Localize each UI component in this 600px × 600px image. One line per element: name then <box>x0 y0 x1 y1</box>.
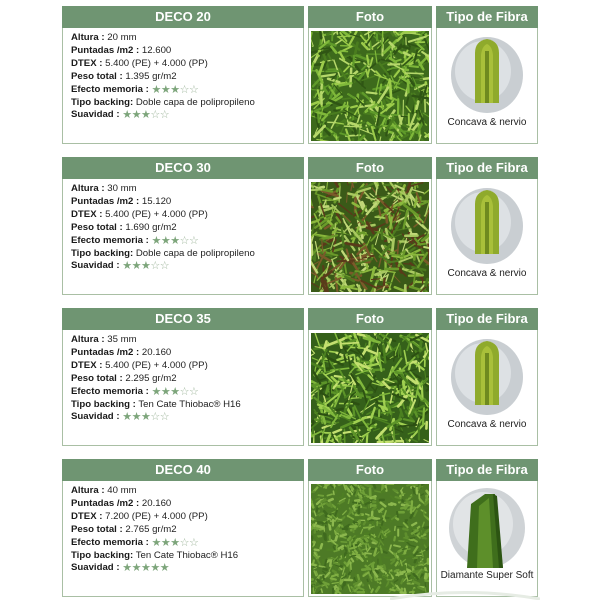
spec-backing: Tipo backing: Doble capa de polipropileno <box>71 247 255 259</box>
spec-panel <box>62 308 304 446</box>
spec-memoria: Efecto memoria : ★★★☆☆ <box>71 234 199 247</box>
photo-panel <box>308 308 432 446</box>
memoria-rating <box>152 235 199 248</box>
grass-texture <box>311 182 429 292</box>
spec-memoria: Efecto memoria : ★★★☆☆ <box>71 83 199 96</box>
memoria-rating <box>152 84 199 97</box>
spec-panel <box>62 6 304 144</box>
star-empty-icon: ☆ <box>189 83 199 96</box>
suavidad-rating <box>122 109 169 122</box>
spec-backing: Tipo backing : Ten Cate Thiobac® H16 <box>71 398 241 410</box>
star-empty-icon: ☆ <box>150 109 160 122</box>
spec-panel <box>62 157 304 295</box>
spec-peso: Peso total : 2.295 gr/m2 <box>71 372 177 384</box>
star-filled-icon: ★ <box>159 562 170 575</box>
fiber-concave-icon <box>437 331 537 419</box>
memoria-rating <box>152 386 199 399</box>
fiber-header: Tipo de Fibra <box>436 6 538 28</box>
star-filled-icon: ★ <box>160 83 171 96</box>
watermark-swoosh-icon <box>390 590 540 600</box>
fiber-panel <box>436 6 538 144</box>
star-empty-icon: ☆ <box>150 260 160 273</box>
spec-peso: Peso total : 1.690 gr/m2 <box>71 221 177 233</box>
spec-dtex: DTEX : 5.400 (PE) + 4.000 (PP) <box>71 57 208 69</box>
star-filled-icon: ★ <box>150 562 160 575</box>
fiber-concave-icon <box>437 180 537 268</box>
star-filled-icon: ★ <box>170 385 180 398</box>
star-empty-icon: ☆ <box>189 234 199 247</box>
star-filled-icon: ★ <box>160 385 171 398</box>
star-filled-icon: ★ <box>131 562 141 575</box>
spec-panel <box>62 459 304 597</box>
spec-altura: Altura : 30 mm <box>71 183 137 194</box>
spec-altura: Altura : 35 mm <box>71 334 137 345</box>
spec-puntadas: Puntadas /m2 : 15.120 <box>71 195 172 207</box>
spec-dtex: DTEX : 7.200 (PE) + 4.000 (PP) <box>71 510 208 522</box>
star-filled-icon: ★ <box>170 536 180 549</box>
spec-puntadas: Puntadas /m2 : 12.600 <box>71 44 172 56</box>
grass-photo <box>311 182 429 292</box>
product-title: DECO 20 <box>62 6 304 28</box>
spec-suavidad: Suavidad : ★★★★★ <box>71 562 170 575</box>
fiber-panel <box>436 157 538 295</box>
spec-altura: Altura : 40 mm <box>71 485 137 496</box>
photo-header: Foto <box>308 6 432 28</box>
fiber-type: Diamante Super Soft <box>440 570 534 581</box>
spec-suavidad: Suavidad : ★★★☆☆ <box>71 260 170 273</box>
grass-photo <box>311 31 429 141</box>
fiber-diamond-icon <box>437 482 537 570</box>
photo-panel <box>308 459 432 597</box>
photo-header: Foto <box>308 308 432 330</box>
star-filled-icon: ★ <box>131 109 141 122</box>
star-filled-icon: ★ <box>170 83 180 96</box>
grass-photo <box>311 484 429 594</box>
fiber-header: Tipo de Fibra <box>436 308 538 330</box>
star-filled-icon: ★ <box>122 411 132 424</box>
star-empty-icon: ☆ <box>179 83 190 96</box>
star-empty-icon: ☆ <box>159 411 170 424</box>
star-filled-icon: ★ <box>160 536 171 549</box>
photo-panel <box>308 157 432 295</box>
star-empty-icon: ☆ <box>179 385 190 398</box>
star-empty-icon: ☆ <box>189 385 199 398</box>
spec-memoria: Efecto memoria : ★★★☆☆ <box>71 385 199 398</box>
spec-suavidad: Suavidad : ★★★☆☆ <box>71 109 170 122</box>
grass-photo <box>311 333 429 443</box>
product-deco-40 <box>62 459 538 597</box>
spec-puntadas: Puntadas /m2 : 20.160 <box>71 497 172 509</box>
star-empty-icon: ☆ <box>159 260 170 273</box>
star-filled-icon: ★ <box>160 234 171 247</box>
spec-altura: Altura : 20 mm <box>71 32 137 43</box>
fiber-header: Tipo de Fibra <box>436 459 538 481</box>
suavidad-rating <box>122 562 169 575</box>
grass-texture <box>311 333 429 443</box>
fiber-type: Concava & nervio <box>447 419 527 430</box>
product-deco-20 <box>62 6 538 144</box>
star-filled-icon: ★ <box>122 260 132 273</box>
fiber-header: Tipo de Fibra <box>436 157 538 179</box>
suavidad-rating <box>122 260 169 273</box>
product-deco-35 <box>62 308 538 446</box>
suavidad-rating <box>122 411 169 424</box>
fiber-concave-icon <box>437 29 537 117</box>
fiber-panel <box>436 459 538 597</box>
spec-suavidad: Suavidad : ★★★☆☆ <box>71 411 170 424</box>
star-empty-icon: ☆ <box>189 536 199 549</box>
star-filled-icon: ★ <box>140 411 151 424</box>
spec-backing: Tipo backing: Ten Cate Thiobac® H16 <box>71 549 239 561</box>
memoria-rating <box>152 537 199 550</box>
star-filled-icon: ★ <box>151 536 161 549</box>
spec-memoria: Efecto memoria : ★★★☆☆ <box>71 536 199 549</box>
spec-peso: Peso total : 1.395 gr/m2 <box>71 70 177 82</box>
photo-panel <box>308 6 432 144</box>
star-filled-icon: ★ <box>131 411 141 424</box>
star-filled-icon: ★ <box>170 234 180 247</box>
star-filled-icon: ★ <box>122 562 132 575</box>
spec-puntadas: Puntadas /m2 : 20.160 <box>71 346 172 358</box>
fiber-panel <box>436 308 538 446</box>
star-filled-icon: ★ <box>140 109 151 122</box>
star-empty-icon: ☆ <box>159 109 170 122</box>
spec-peso: Peso total : 2.765 gr/m2 <box>71 523 177 535</box>
star-filled-icon: ★ <box>151 385 161 398</box>
star-empty-icon: ☆ <box>179 536 190 549</box>
product-title: DECO 30 <box>62 157 304 179</box>
fiber-type: Concava & nervio <box>447 268 527 279</box>
star-filled-icon: ★ <box>151 83 161 96</box>
product-title: DECO 35 <box>62 308 304 330</box>
star-filled-icon: ★ <box>151 234 161 247</box>
star-empty-icon: ☆ <box>150 411 160 424</box>
spec-backing: Tipo backing: Doble capa de polipropileno <box>71 96 255 108</box>
spec-dtex: DTEX : 5.400 (PE) + 4.000 (PP) <box>71 359 208 371</box>
product-deco-30 <box>62 157 538 295</box>
star-filled-icon: ★ <box>131 260 141 273</box>
photo-header: Foto <box>308 157 432 179</box>
star-empty-icon: ☆ <box>179 234 190 247</box>
star-filled-icon: ★ <box>140 260 151 273</box>
star-filled-icon: ★ <box>122 109 132 122</box>
product-title: DECO 40 <box>62 459 304 481</box>
grass-texture <box>311 484 429 594</box>
fiber-type: Concava & nervio <box>447 117 527 128</box>
spec-dtex: DTEX : 5.400 (PE) + 4.000 (PP) <box>71 208 208 220</box>
photo-header: Foto <box>308 459 432 481</box>
star-filled-icon: ★ <box>140 562 151 575</box>
grass-texture <box>311 31 429 141</box>
